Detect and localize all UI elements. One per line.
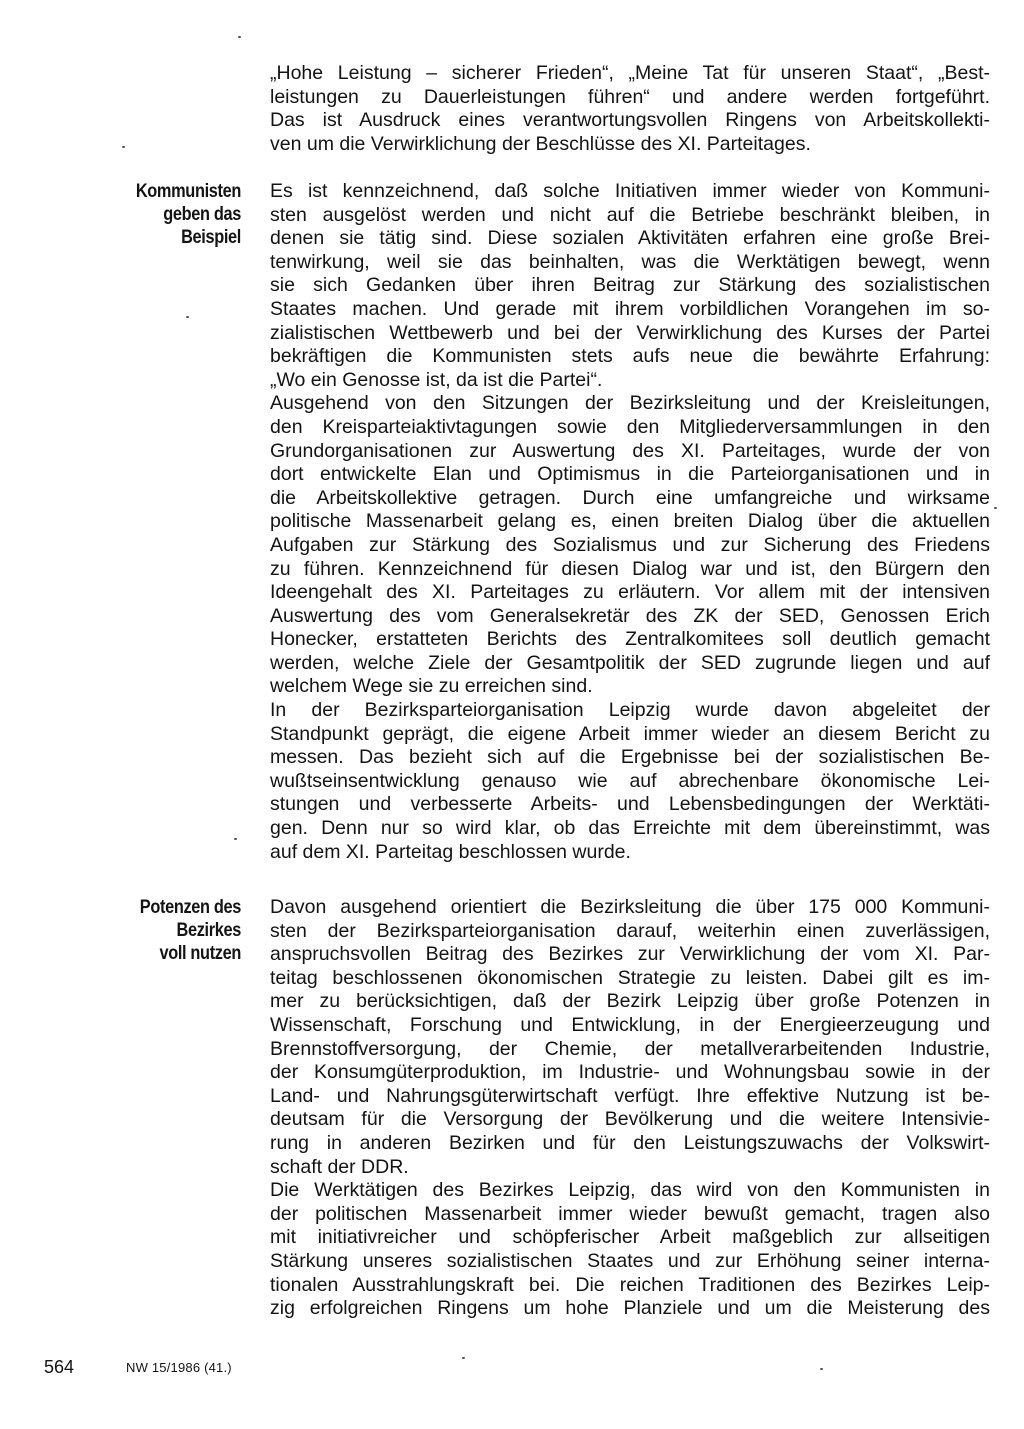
paragraph: [270, 699, 990, 864]
text-line: bekräftigen die Kommunisten stets aufs neue die bewährte Erfahrung:: [270, 345, 990, 368]
text-line: Standpunkt geprägt, die eigene Arbeit immer wieder an diesem Bericht zu: [270, 722, 990, 745]
scan-speck: [238, 36, 241, 38]
page-number: 564: [44, 1357, 75, 1377]
text-line: sten der Bezirksparteiorganisation darauf, weiterhin einen zuverlässigen,: [270, 919, 990, 942]
text-line: politische Massenarbeit gelang es, einen breiten Dialog über die aktuellen: [270, 510, 990, 533]
text-line: zialistischen Wettbewerb und bei der Verwirklichung des Kurses der Partei: [270, 321, 990, 344]
text-line: den Kreisparteiaktivtagungen sowie den Mitgliederversammlungen in den: [270, 415, 990, 438]
marginal-line: Bezirkes: [176, 920, 241, 941]
text-line: sten ausgelöst werden und nicht auf die Betriebe beschränkt bleiben, in: [270, 203, 990, 226]
text-line: rung in anderen Bezirken und für den Leistungszuwachs der Volkswirt-: [270, 1131, 990, 1154]
text-line: ven um die Verwirklichung der Beschlüsse des XI. Parteitages.: [270, 132, 811, 155]
text-line: anspruchsvollen Beitrag des Bezirkes zur Verwirklichung der vom XI. Par-: [270, 943, 990, 966]
text-line: welchem Wege sie zu erreichen sind.: [270, 675, 593, 698]
text-line: Land- und Nahrungsgüterwirtschaft verfügt. Ihre effektive Nutzung ist be-: [270, 1084, 990, 1107]
text-line: teitag beschlossenen ökonomischen Strategie zu leisten. Dabei gilt es im-: [270, 966, 990, 989]
text-line: „Wo ein Genosse ist, da ist die Partei“.: [270, 368, 603, 391]
text-line: Honecker, erstatteten Berichts des Zentralkomitees soll deutlich gemacht: [270, 628, 990, 651]
text-line: Staates machen. Und gerade mit ihrem vorbildlichen Vorangehen im so-: [270, 297, 990, 320]
text-line: der Konsumgüterproduktion, im Industrie- und Wohnungsbau sowie in der: [270, 1061, 990, 1084]
text-line: Auswertung des vom Generalsekretär des ZK der SED, Genossen Erich: [270, 604, 990, 627]
paragraph: [270, 392, 990, 699]
text-line: leistungen zu Dauerleistungen führen“ und andere werden fortgeführt.: [270, 85, 990, 108]
scan-speck: [994, 507, 997, 509]
paragraph: [270, 896, 990, 1179]
marginal-line: Kommunisten: [135, 181, 241, 202]
text-line: werden, welche Ziele der Gesamtpolitik der SED zugrunde liegen und auf: [270, 651, 990, 674]
text-line: Brennstoffversorgung, der Chemie, der metallverarbeitenden Industrie,: [270, 1037, 990, 1060]
text-line: Das ist Ausdruck eines verantwortungsvollen Ringens von Arbeitskollekti-: [270, 109, 990, 132]
text-line: dort entwickelte Elan und Optimismus in die Parteiorganisationen und in: [270, 463, 990, 486]
text-line: gen. Denn nur so wird klar, ob das Erreichte mit dem übereinstimmt, was: [270, 817, 990, 840]
text-line: Wissenschaft, Forschung und Entwicklung, in der Energieerzeugung und: [270, 1013, 990, 1036]
marginal-heading-kommunisten: [103, 180, 241, 249]
text-line: Aufgaben zur Stärkung des Sozialismus und zur Sicherung des Friedens: [270, 533, 990, 556]
text-line: In der Bezirksparteiorganisation Leipzig wurde davon abgeleitet der: [270, 699, 990, 722]
text-line: sie sich Gedanken über ihren Beitrag zur Stärkung des sozialistischen: [270, 274, 990, 297]
text-line: auf dem XI. Parteitag beschlossen wurde.: [270, 840, 631, 863]
journal-reference: NW 15/1986 (41.): [126, 1360, 232, 1375]
text-line: Ausgehend von den Sitzungen der Bezirksleitung und der Kreisleitungen,: [270, 392, 990, 415]
text-line: Grundorganisationen zur Auswertung des XI. Parteitages, wurde der von: [270, 439, 990, 462]
marginal-line: Beispiel: [181, 227, 241, 248]
section-kommunisten: [270, 180, 990, 864]
text-line: wußtseinsentwicklung genauso wie auf abrechenbare ökonomische Lei-: [270, 769, 990, 792]
text-line: mer zu berücksichtigen, daß der Bezirk Leipzig über große Potenzen in: [270, 990, 990, 1013]
scan-speck: [462, 1357, 465, 1359]
text-line: messen. Das bezieht sich auf die Ergebnisse bei der sozialistischen Be-: [270, 746, 990, 769]
text-line: „Hohe Leistung – sicherer Frieden“, „Meine Tat für unseren Staat“, „Best-: [270, 62, 990, 84]
text-line: Ideengehalt des XI. Parteitages zu erläutern. Vor allem mit der intensiven: [270, 581, 990, 604]
marginal-line: voll nutzen: [159, 943, 241, 964]
text-line: Davon ausgehend orientiert die Bezirksleitung die über 175 000 Kommuni-: [270, 896, 990, 918]
text-line: deutsam für die Versorgung der Bevölkerung und die weitere Intensivie-: [270, 1108, 990, 1131]
paragraph: [270, 62, 990, 156]
text-line: zu führen. Kennzeichnend für diesen Dialog war und ist, den Bürgern den: [270, 557, 990, 580]
text-line: schaft der DDR.: [270, 1155, 409, 1178]
scan-speck: [122, 146, 125, 148]
paragraph: [270, 180, 990, 392]
text-line: die Arbeitskollektive getragen. Durch eine umfangreiche und wirksame: [270, 486, 990, 509]
text-line: zig erfolgreichen Ringens um hohe Planziele und um die Meisterung des: [270, 1297, 990, 1320]
text-line: Es ist kennzeichnend, daß solche Initiativen immer wieder von Kommuni-: [270, 180, 990, 202]
scan-speck: [234, 838, 237, 840]
text-line: tionalen Ausstrahlungskraft bei. Die reichen Traditionen des Bezirkes Leip-: [270, 1273, 990, 1296]
scan-speck: [820, 1368, 823, 1370]
text-line: stungen und verbesserte Arbeits- und Lebensbedingungen der Werktäti-: [270, 793, 990, 816]
marginal-heading-potenzen: [103, 896, 241, 965]
text-line: der politischen Massenarbeit immer wieder bewußt gemacht, tragen also: [270, 1202, 990, 1225]
marginal-line: Potenzen des: [139, 897, 241, 918]
section-potenzen: [270, 896, 990, 1321]
text-line: tenwirkung, weil sie das beinhalten, was die Werktätigen bewegt, wenn: [270, 250, 990, 273]
paragraph: [270, 1179, 990, 1321]
marginal-line: geben das: [163, 204, 241, 225]
scan-speck: [186, 316, 189, 318]
paragraph-intro: [270, 62, 990, 156]
text-line: denen sie tätig sind. Diese sozialen Aktivitäten erfahren eine große Brei-: [270, 227, 990, 250]
text-line: Die Werktätigen des Bezirkes Leipzig, das wird von den Kommunisten in: [270, 1179, 990, 1202]
text-line: Stärkung unseres sozialistischen Staates und zur Erhöhung seiner interna-: [270, 1249, 990, 1272]
text-line: mit initiativreicher und schöpferischer Arbeit maßgeblich zur allseitigen: [270, 1226, 990, 1249]
